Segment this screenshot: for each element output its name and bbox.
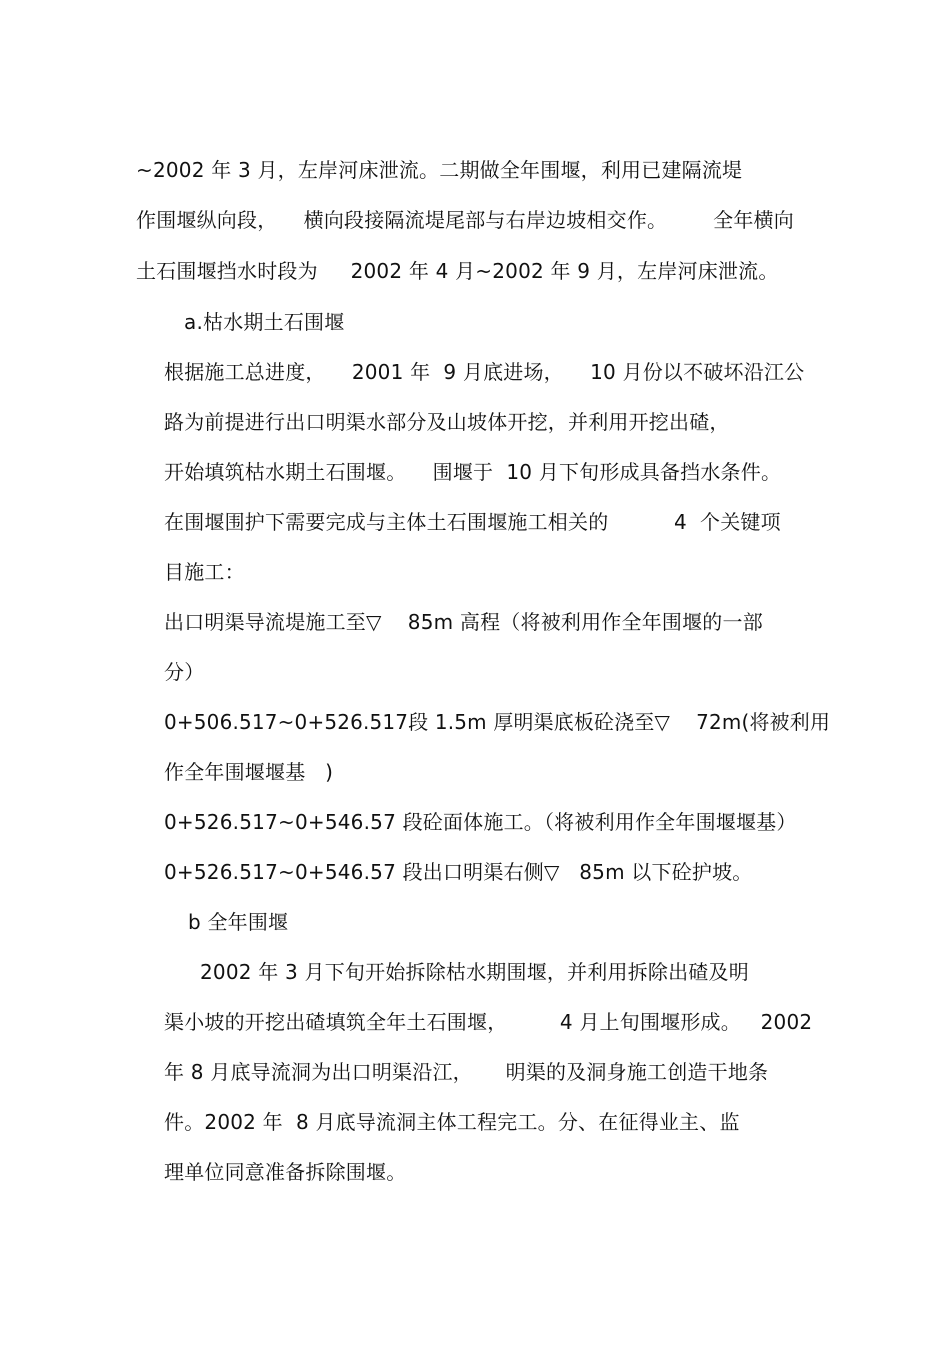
text-line: 分）: [164, 660, 205, 684]
text-line: 目施工：: [164, 560, 245, 584]
text-line: 作围堰纵向段， 横向段接隔流堤尾部与右岸边坡相交作。 全年横向: [136, 208, 794, 232]
text-line: 开始填筑枯水期土石围堰。 围堰于 10 月下旬形成具备挡水条件。: [164, 460, 782, 484]
text-line: 年 8 月底导流洞为出口明渠沿江， 明渠的及洞身施工创造干地条: [164, 1060, 769, 1084]
text-line: 路为前提进行出口明渠水部分及山坡体开挖，并利用开挖出碴，: [164, 410, 730, 434]
text-line: 渠小坡的开挖出碴填筑全年土石围堰， 4 月上旬围堰形成。 2002: [164, 1010, 813, 1034]
text-line: 2002 年 3 月下旬开始拆除枯水期围堰，并利用拆除出碴及明: [200, 960, 749, 984]
text-line: 0+506.517~0+526.517段 1.5m 厚明渠底板砼浇至▽ 72m(将被利用: [164, 710, 831, 734]
section-heading: b 全年围堰: [188, 910, 289, 934]
text-line: 在围堰围护下需要完成与主体土石围堰施工相关的 4 个关键项: [164, 510, 781, 534]
text-line: 理单位同意准备拆除围堰。: [164, 1160, 407, 1184]
text-line: ~2002 年 3 月，左岸河床泄流。二期做全年围堰，利用已建隔流堤: [136, 158, 743, 182]
text-line: 0+526.517~0+546.57 段出口明渠右侧▽ 85m 以下砼护坡。: [164, 860, 753, 884]
text-line: 出口明渠导流堤施工至▽ 85m 高程（将被利用作全年围堰的一部: [164, 610, 763, 634]
text-line: 根据施工总进度， 2001 年 9 月底进场， 10 月份以不破坏沿江公: [164, 360, 805, 384]
text-line: 件。2002 年 8 月底导流洞主体工程完工。分、在征得业主、监: [164, 1110, 740, 1134]
text-line: 土石围堰挡水时段为 2002 年 4 月~2002 年 9 月，左岸河床泄流。: [136, 259, 779, 283]
text-line: 作全年围堰堰基 ): [164, 760, 334, 784]
section-heading: a.枯水期土石围堰: [184, 310, 345, 334]
text-line: 0+526.517~0+546.57 段砼面体施工。（将被利用作全年围堰堰基）: [164, 810, 797, 834]
